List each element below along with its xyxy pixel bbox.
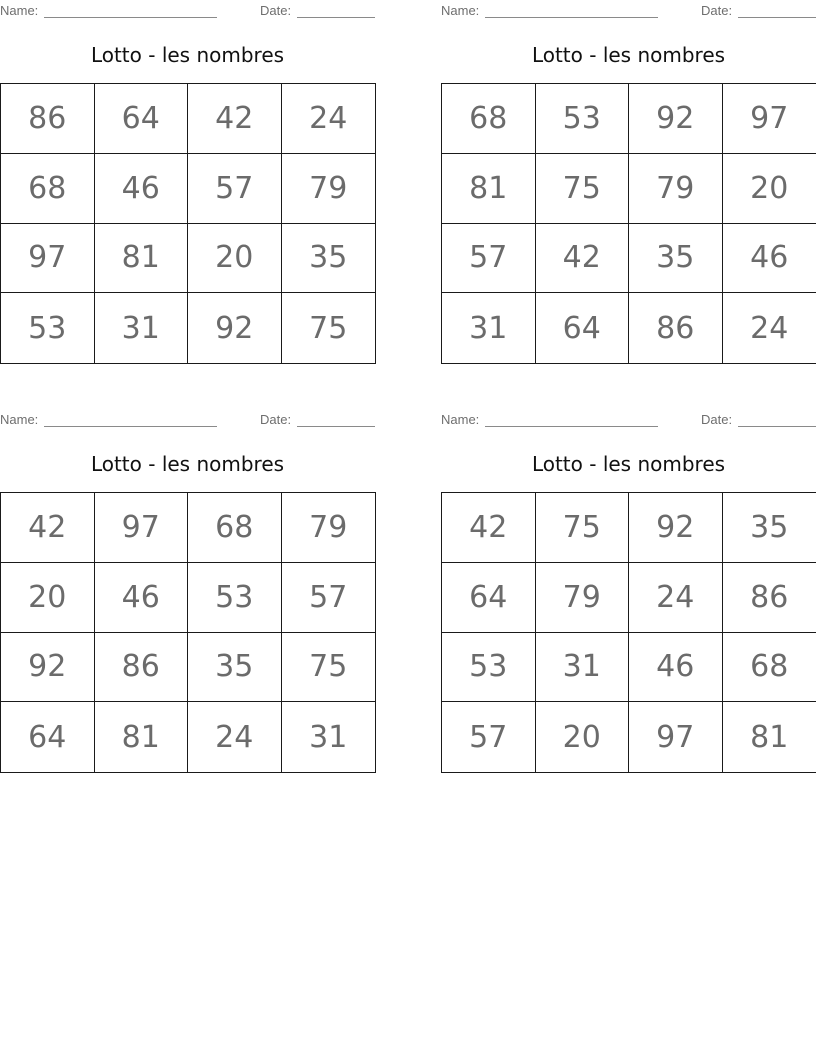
lotto-card: [441, 0, 816, 346]
name-blank-line: [44, 426, 217, 427]
number-cell: 64: [536, 293, 630, 363]
name-label: Name:: [0, 412, 39, 427]
name-date-row: [441, 0, 816, 22]
date-blank-line: [297, 426, 375, 427]
number-cell: 81: [442, 154, 536, 224]
card-title: Lotto - les nombres: [531, 43, 726, 67]
number-cell: 35: [188, 633, 282, 703]
number-cell: 97: [95, 493, 189, 563]
date-label: Date:: [260, 412, 292, 427]
number-cell: 68: [442, 84, 536, 154]
number-cell: 97: [629, 702, 723, 772]
date-blank-line: [297, 17, 375, 18]
number-cell: 97: [723, 84, 816, 154]
number-cell: 53: [188, 563, 282, 633]
number-cell: 86: [1, 84, 95, 154]
number-cell: 92: [188, 293, 282, 363]
number-cell: 68: [723, 633, 816, 703]
card-title: Lotto - les nombres: [90, 43, 285, 67]
number-cell: 24: [188, 702, 282, 772]
number-cell: 20: [1, 563, 95, 633]
number-cell: 68: [1, 154, 95, 224]
number-cell: 31: [309, 719, 348, 755]
number-cell: 79: [282, 493, 376, 563]
number-cell: 31: [442, 293, 536, 363]
number-cell: 46: [629, 633, 723, 703]
number-cell: 31: [95, 293, 189, 363]
number-cell: 68: [188, 493, 282, 563]
date-blank-line: [738, 17, 816, 18]
number-cell: 86: [723, 563, 816, 633]
number-cell: 57: [442, 224, 536, 294]
date-label: Date:: [701, 412, 733, 427]
number-cell: 86: [95, 633, 189, 703]
number-cell: 75: [309, 310, 348, 346]
lotto-grid: [441, 83, 816, 364]
lotto-grid: [0, 83, 376, 364]
number-cell: 57: [282, 563, 376, 633]
number-cell: 64: [95, 84, 189, 154]
name-date-row: [0, 0, 375, 22]
number-cell: 81: [95, 702, 189, 772]
number-cell: 57: [442, 702, 536, 772]
number-cell: 79: [629, 154, 723, 224]
number-cell: 35: [629, 224, 723, 294]
number-cell: 53: [1, 293, 95, 363]
number-cell: 20: [723, 154, 816, 224]
lotto-grid: [441, 492, 816, 773]
card-title: Lotto - les nombres: [531, 452, 726, 476]
card-title: Lotto - les nombres: [90, 452, 285, 476]
number-cell: 92: [629, 493, 723, 563]
number-cell: 97: [1, 224, 95, 294]
lotto-card: [441, 409, 816, 755]
lotto-card: [0, 409, 375, 755]
number-cell: 57: [188, 154, 282, 224]
number-cell: 79: [282, 154, 376, 224]
number-cell: 24: [282, 84, 376, 154]
date-label: Date:: [701, 3, 733, 18]
number-cell: 42: [1, 493, 95, 563]
number-cell: 24: [750, 310, 789, 346]
number-cell: 92: [629, 84, 723, 154]
number-cell: 20: [188, 224, 282, 294]
name-label: Name:: [441, 412, 480, 427]
name-blank-line: [485, 17, 658, 18]
number-cell: 64: [1, 702, 95, 772]
number-cell: 46: [723, 224, 816, 294]
number-cell: 64: [442, 563, 536, 633]
date-label: Date:: [260, 3, 292, 18]
name-date-row: [0, 409, 375, 431]
number-cell: 53: [442, 633, 536, 703]
number-cell: 92: [1, 633, 95, 703]
number-cell: 53: [536, 84, 630, 154]
number-cell: 79: [536, 563, 630, 633]
number-cell: 75: [282, 633, 376, 703]
name-label: Name:: [441, 3, 480, 18]
date-blank-line: [738, 426, 816, 427]
number-cell: 35: [723, 493, 816, 563]
number-cell: 81: [750, 719, 789, 755]
number-cell: 24: [629, 563, 723, 633]
number-cell: 86: [629, 293, 723, 363]
name-label: Name:: [0, 3, 39, 18]
number-cell: 35: [282, 224, 376, 294]
name-blank-line: [485, 426, 658, 427]
number-cell: 42: [442, 493, 536, 563]
number-cell: 20: [536, 702, 630, 772]
number-cell: 81: [95, 224, 189, 294]
number-cell: 75: [536, 154, 630, 224]
name-date-row: [441, 409, 816, 431]
number-cell: 42: [188, 84, 282, 154]
lotto-card: [0, 0, 375, 346]
number-cell: 42: [536, 224, 630, 294]
number-cell: 46: [95, 154, 189, 224]
name-blank-line: [44, 17, 217, 18]
number-cell: 75: [536, 493, 630, 563]
number-cell: 46: [95, 563, 189, 633]
number-cell: 31: [536, 633, 630, 703]
lotto-grid: [0, 492, 376, 773]
